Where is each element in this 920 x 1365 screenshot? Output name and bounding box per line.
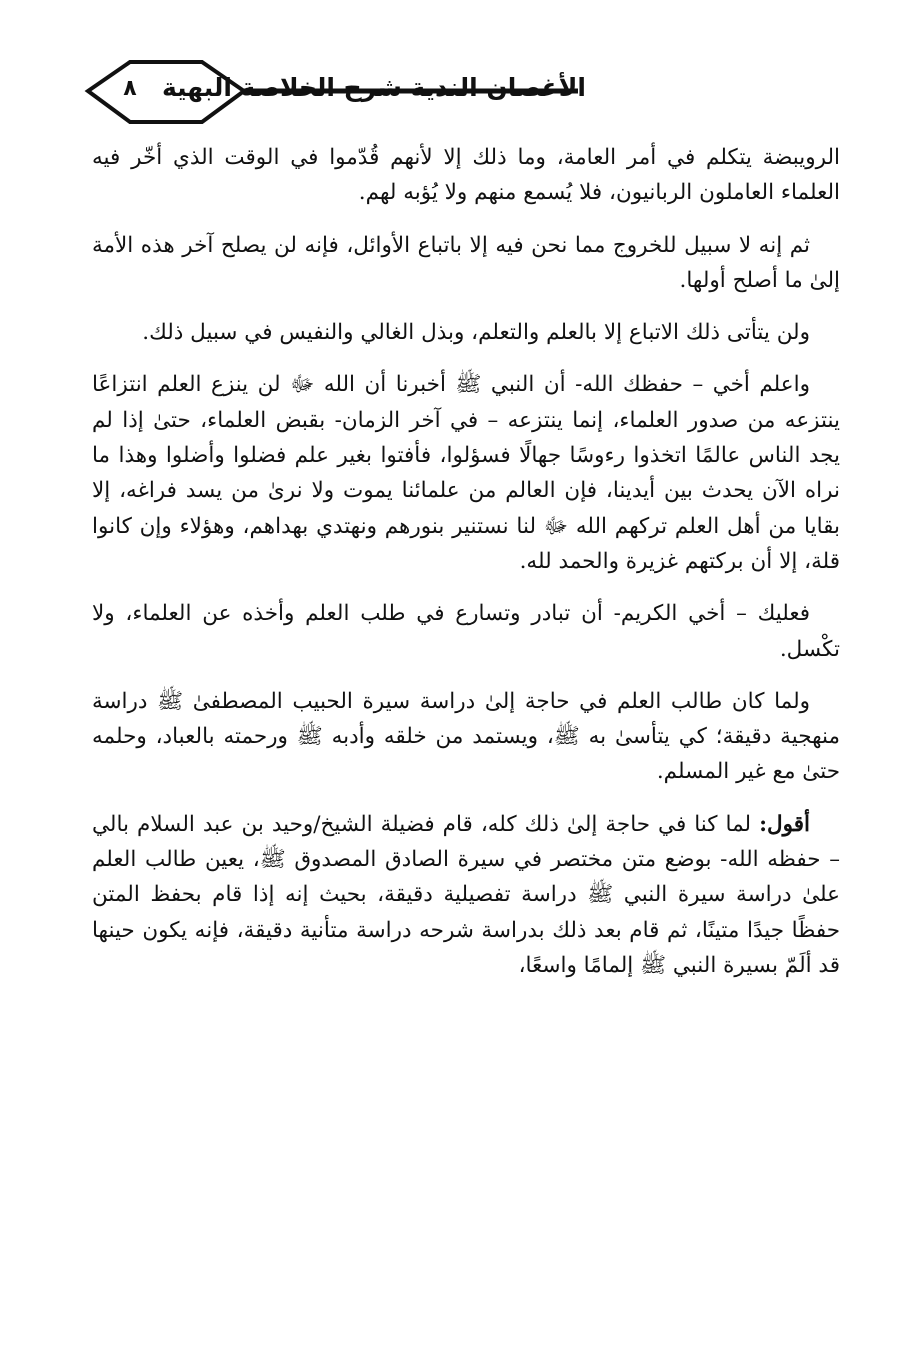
- paragraph-5: فعليك – أخي الكريم- أن تبادر وتسارع في طلب العلم وأخذه عن العلماء، ولا تكْسل.: [92, 601, 840, 662]
- page-number: ٨: [123, 76, 137, 101]
- paragraph-7: [92, 807, 840, 983]
- paragraph-4: واعلم أخي – حفظك الله- أن النبي ﷺ أخبرنا أن الله ﷻ لن ينزع العلم انتزاعًا ينتزعه من صدور العلماء، إنما ينتزعه – في آخر الزمان- بقبض العلماء، حتىٰ إذا لم يجد الناس عالمًا اتخذوا رءوسًا جهالًا فسؤلوا، فأفتوا بغير علم فضلوا وأضلوا وهذا ما نراه الآن يحدث بين أيدينا، فإن العالم من علمائنا يموت ولا نرىٰ من يسد فراغه، إلا بقايا من أهل العلم تركهم الله ﷻ لنا نستنير بنورهم ونهتدي بهداهم، وهؤلاء وإن كانوا قلة، إلا أن بركتهم غزيرة والحمد لله.: [92, 372, 840, 574]
- paragraph-7-text: لما كنا في حاجة إلىٰ ذلك كله، قام فضيلة الشيخ/وحيد بن عبد السلام بالي – حفظه الله- بوضع متن مختصر في سيرة الصادق المصدوق ﷺ، يعين طالب العلم علىٰ دراسة سيرة النبي ﷺ دراسة تفصيلية دقيقة، بحيث إنه إذا قام بحفظ المتن حفظًا جيدًا متينًا، ثم قام بعد ذلك بدراسة شرحه دراسة متأنية دقيقة، فإنه يكون حينها قد ألَمّ بسيرة النبي ﷺ إلمامًا واسعًا،: [92, 811, 840, 978]
- paragraph-1: الرويبضة يتكلم في أمر العامة، وما ذلك إلا لأنهم قُدّموا في الوقت الذي أخّر فيه العلماء العاملون الربانيون، فلا يُسمع منهم ولا يُؤبه لهم.: [92, 145, 840, 206]
- page-header: [70, 60, 850, 130]
- paragraph-2: ثم إنه لا سبيل للخروج مما نحن فيه إلا باتباع الأوائل، فإنه لن يصلح آخر هذه الأمة إلىٰ ما أصلح أولها.: [92, 232, 840, 293]
- paragraph-lead-word: أقول:: [759, 811, 810, 837]
- paragraph-6: ولما كان طالب العلم في حاجة إلىٰ دراسة سيرة الحبيب المصطفىٰ ﷺ دراسة منهجية دقيقة؛ كي يتأسىٰ به ﷺ، ويستمد من خلقه وأدبه ﷺ ورحمته بالعباد، وحلمه حتىٰ مع غير المسلم.: [92, 688, 840, 785]
- running-title: الأغصان الندية شرح الخلاصة البهية: [161, 73, 586, 102]
- paragraph-3: ولن يتأتى ذلك الاتباع إلا بالعلم والتعلم، وبذل الغالي والنفيس في سبيل ذلك.: [142, 320, 810, 346]
- body-text: [92, 140, 840, 1340]
